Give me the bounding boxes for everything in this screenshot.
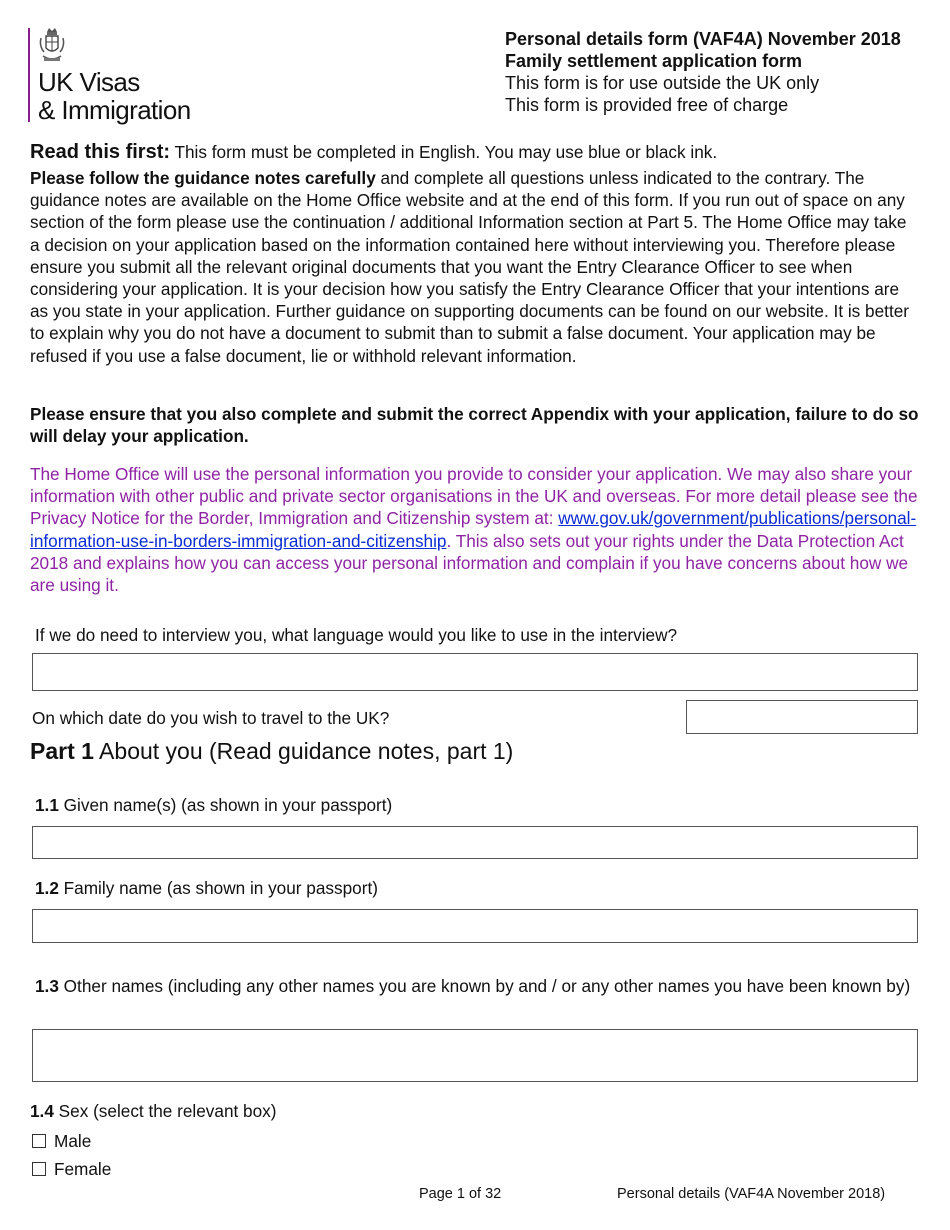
guidance-paragraph bbox=[30, 167, 920, 367]
appendix-notice: Please ensure that you also complete and submit the correct Appendix with your application, failure to do so will delay your application. bbox=[30, 404, 919, 447]
question-1-3: 1.3 Other names (including any other names you are known by and / or any other names you have been known by) bbox=[35, 976, 911, 996]
male-checkbox[interactable] bbox=[32, 1134, 46, 1148]
form-title: Personal details form (VAF4A) November 2018 bbox=[505, 29, 901, 49]
logo-accent-bar bbox=[28, 28, 30, 122]
privacy-notice-link[interactable]: www.gov.uk/government/publications/personal-information-use-in-borders-immigration-and-citizenship bbox=[30, 508, 917, 551]
female-checkbox[interactable] bbox=[32, 1162, 46, 1176]
footer-form-reference: Personal details (VAF4A November 2018) bbox=[617, 1186, 886, 1202]
guidance-text: and complete all questions unless indicated to the contrary. The guidance notes are available on the Home Office website and at the end of this form. If you run out of space on any section of the form please use the continuation / additional Information section at Part 5. The Home Office may take a decision on your application based on the information contained here without interviewing you. Therefore please ensure you submit all the relevant original documents that you want the Entry Clearance Officer to see when considering your application. It is your decision how you satisfy the Entry Clearance Officer that your intentions are as you state in your application. Further guidance on supporting documents can be found on our website. It is better to explain why you do not have a document to submit than to submit a false document. Your application may be refused if you use a false document, lie or withhold relevant information. bbox=[30, 168, 910, 366]
family-name-input[interactable] bbox=[32, 909, 918, 943]
travel-date-question: On which date do you wish to travel to the UK? bbox=[32, 708, 390, 728]
privacy-notice bbox=[30, 463, 920, 596]
page-number: Page 1 of 32 bbox=[419, 1186, 502, 1202]
travel-date-input[interactable] bbox=[686, 700, 918, 734]
privacy-text-before: The Home Office will use the personal information you provide to consider your application. We may also share your information with other public and private sector organisations in the UK and overseas. For more detail please see the Privacy Notice for the Border, Immigration and Citizenship system at: bbox=[30, 464, 918, 529]
other-names-input[interactable] bbox=[32, 1029, 918, 1082]
form-subtitle: Family settlement application form bbox=[505, 51, 803, 71]
uk-visas-immigration-logo bbox=[28, 26, 193, 125]
question-1-2: 1.2 Family name (as shown in your passport) bbox=[35, 878, 378, 898]
question-1-4: 1.4 Sex (select the relevant box) bbox=[30, 1101, 277, 1121]
privacy-text-after: . This also sets out your rights under the Data Protection Act 2018 and explains how you can access your personal information and complain if you have concerns about how we are using it. bbox=[30, 530, 909, 596]
male-label: Male bbox=[54, 1131, 92, 1151]
part-1-label: Part 1 bbox=[30, 738, 94, 764]
sex-option-male[interactable] bbox=[32, 1130, 91, 1152]
guidance-bold: Please follow the guidance notes carefully bbox=[30, 168, 376, 188]
part-1-title: About you (Read guidance notes, part 1) bbox=[93, 738, 514, 764]
form-note-outside-uk: This form is for use outside the UK only bbox=[505, 73, 820, 93]
given-names-input[interactable] bbox=[32, 826, 918, 859]
royal-crest-icon bbox=[38, 26, 66, 68]
logo-text: UK Visas & Immigration bbox=[38, 67, 191, 125]
interview-language-question: If we do need to interview you, what language would you like to use in the interview? bbox=[35, 625, 678, 645]
sex-option-female[interactable] bbox=[32, 1158, 111, 1180]
female-label: Female bbox=[54, 1159, 112, 1179]
read-first-label: Read this first: bbox=[30, 141, 171, 163]
part-1-heading bbox=[30, 736, 513, 766]
interview-language-input[interactable] bbox=[32, 653, 918, 691]
read-first-line bbox=[30, 141, 920, 163]
form-note-free: This form is provided free of charge bbox=[505, 95, 789, 115]
form-header bbox=[505, 28, 935, 116]
read-first-text: This form must be completed in English. You may use blue or black ink. bbox=[170, 142, 718, 162]
question-1-1: 1.1 Given name(s) (as shown in your passport) bbox=[35, 795, 393, 815]
